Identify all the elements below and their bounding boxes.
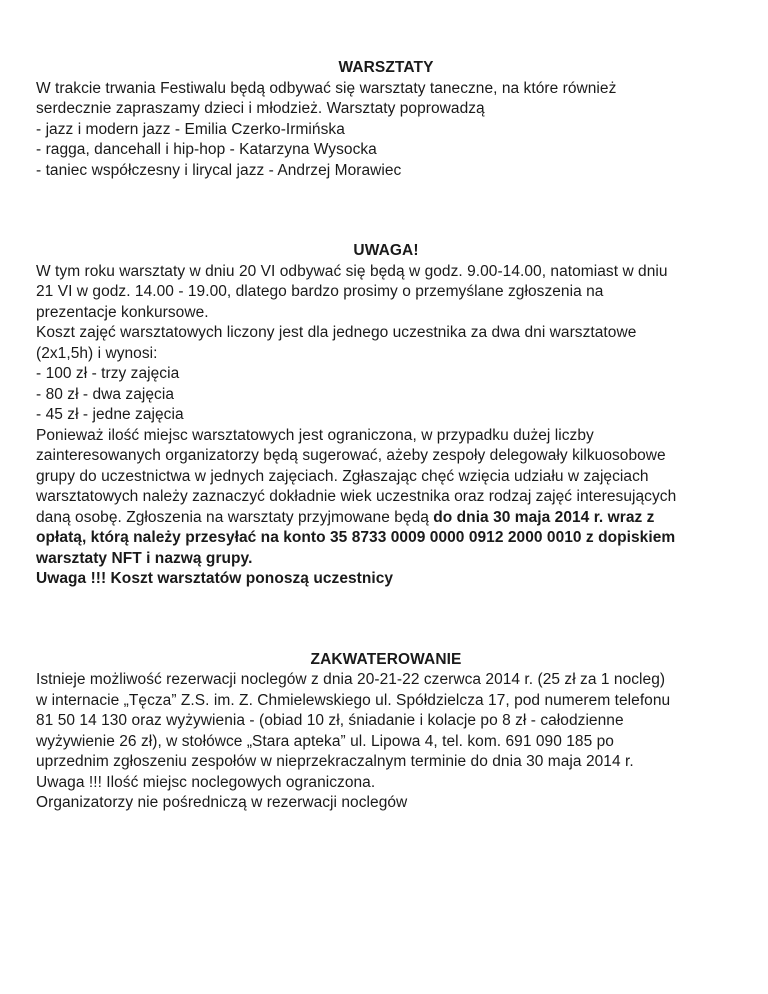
accommodation-heading: ZAKWATEROWANIE bbox=[310, 650, 462, 668]
accommodation-line: wyżywienie 26 zł), w stołówce „Stara apteka” ul. Lipowa 4, tel. kom. 691 090 185 po bbox=[36, 732, 614, 750]
notice-line: warsztatowych należy zaznaczyć dokładnie wiek uczestnika oraz rodzaj zajęć interesujących bbox=[36, 488, 677, 505]
notice-line: Koszt zajęć warsztatowych liczony jest dla jednego uczestnika za dwa dni warsztatowe bbox=[36, 324, 637, 341]
accommodation-section bbox=[36, 650, 736, 814]
notice-line: zainteresowanych organizatorzy będą sugerować, ażeby zespoły delegowały kilkuosobowe bbox=[36, 447, 666, 464]
workshops-line: - jazz i modern jazz - Emilia Czerko-Irmińska bbox=[36, 120, 345, 138]
workshops-line: - ragga, dancehall i hip-hop - Katarzyna Wysocka bbox=[36, 141, 377, 158]
price-item: - 100 zł - trzy zajęcia bbox=[36, 365, 180, 382]
accommodation-line: Uwaga !!! Ilość miejsc noclegowych ograniczona. bbox=[36, 773, 376, 791]
workshops-heading: WARSZTATY bbox=[338, 59, 434, 76]
document-page bbox=[36, 58, 736, 814]
section-spacer bbox=[36, 590, 736, 650]
notice-mixed-line bbox=[36, 508, 736, 529]
notice-section bbox=[36, 241, 736, 590]
notice-line: W tym roku warsztaty w dniu 20 VI odbywać się będą w godz. 9.00-14.00, natomiast w dniu bbox=[36, 262, 668, 280]
section-spacer bbox=[36, 181, 736, 241]
workshops-section bbox=[36, 58, 736, 181]
price-item: - 45 zł - jedne zajęcia bbox=[36, 406, 184, 423]
accommodation-line: Istnieje możliwość rezerwacji noclegów z dnia 20-21-22 czerwca 2014 r. (25 zł za 1 nocleg) bbox=[36, 671, 666, 688]
workshops-line: - taniec współczesny i lirycal jazz - Andrzej Morawiec bbox=[36, 161, 402, 179]
accommodation-line: uprzednim zgłoszeniu zespołów w nieprzekraczalnym terminie do dnia 30 maja 2014 r. bbox=[36, 753, 634, 770]
deadline-bold-text: do dnia 30 maja 2014 r. wraz z bbox=[433, 508, 655, 526]
notice-line: 21 VI w godz. 14.00 - 19.00, dlatego bardzo prosimy o przemyślane zgłoszenia na bbox=[36, 283, 604, 300]
notice-line: grupy do uczestnictwa w jednych zajęciach. Zgłaszając chęć wzięcia udziału w zajęciach bbox=[36, 467, 649, 485]
bank-account-line: warsztaty NFT i nazwą grupy. bbox=[36, 549, 253, 567]
notice-heading: UWAGA! bbox=[353, 242, 419, 259]
price-item: - 80 zł - dwa zajęcia bbox=[36, 385, 175, 403]
accommodation-line: w internacie „Tęcza” Z.S. im. Z. Chmielewskiego ul. Spółdzielcza 17, pod numerem telefonu bbox=[36, 691, 671, 709]
workshops-line: serdecznie zapraszamy dzieci i młodzież. Warsztaty poprowadzą bbox=[36, 100, 485, 117]
notice-line: (2x1,5h) i wynosi: bbox=[36, 344, 158, 362]
workshops-line: W trakcie trwania Festiwalu będą odbywać się warsztaty taneczne, na które również bbox=[36, 79, 617, 97]
cost-warning-line: Uwaga !!! Koszt warsztatów ponoszą uczestnicy bbox=[36, 570, 394, 587]
accommodation-line: Organizatorzy nie pośredniczą w rezerwacji noclegów bbox=[36, 794, 408, 811]
notice-line: prezentacje konkursowe. bbox=[36, 303, 209, 321]
notice-line: Ponieważ ilość miejsc warsztatowych jest ograniczona, w przypadku dużej liczby bbox=[36, 426, 594, 444]
notice-plain-text: daną osobę. Zgłoszenia na warsztaty przyjmowane będą bbox=[36, 508, 434, 526]
bank-account-line: opłatą, którą należy przesyłać na konto 35 8733 0009 0000 0912 2000 0010 z dopiskiem bbox=[36, 529, 676, 546]
accommodation-line: 81 50 14 130 oraz wyżywienia - (obiad 10 zł, śniadanie i kolacje po 8 zł - całodzienne bbox=[36, 712, 624, 729]
